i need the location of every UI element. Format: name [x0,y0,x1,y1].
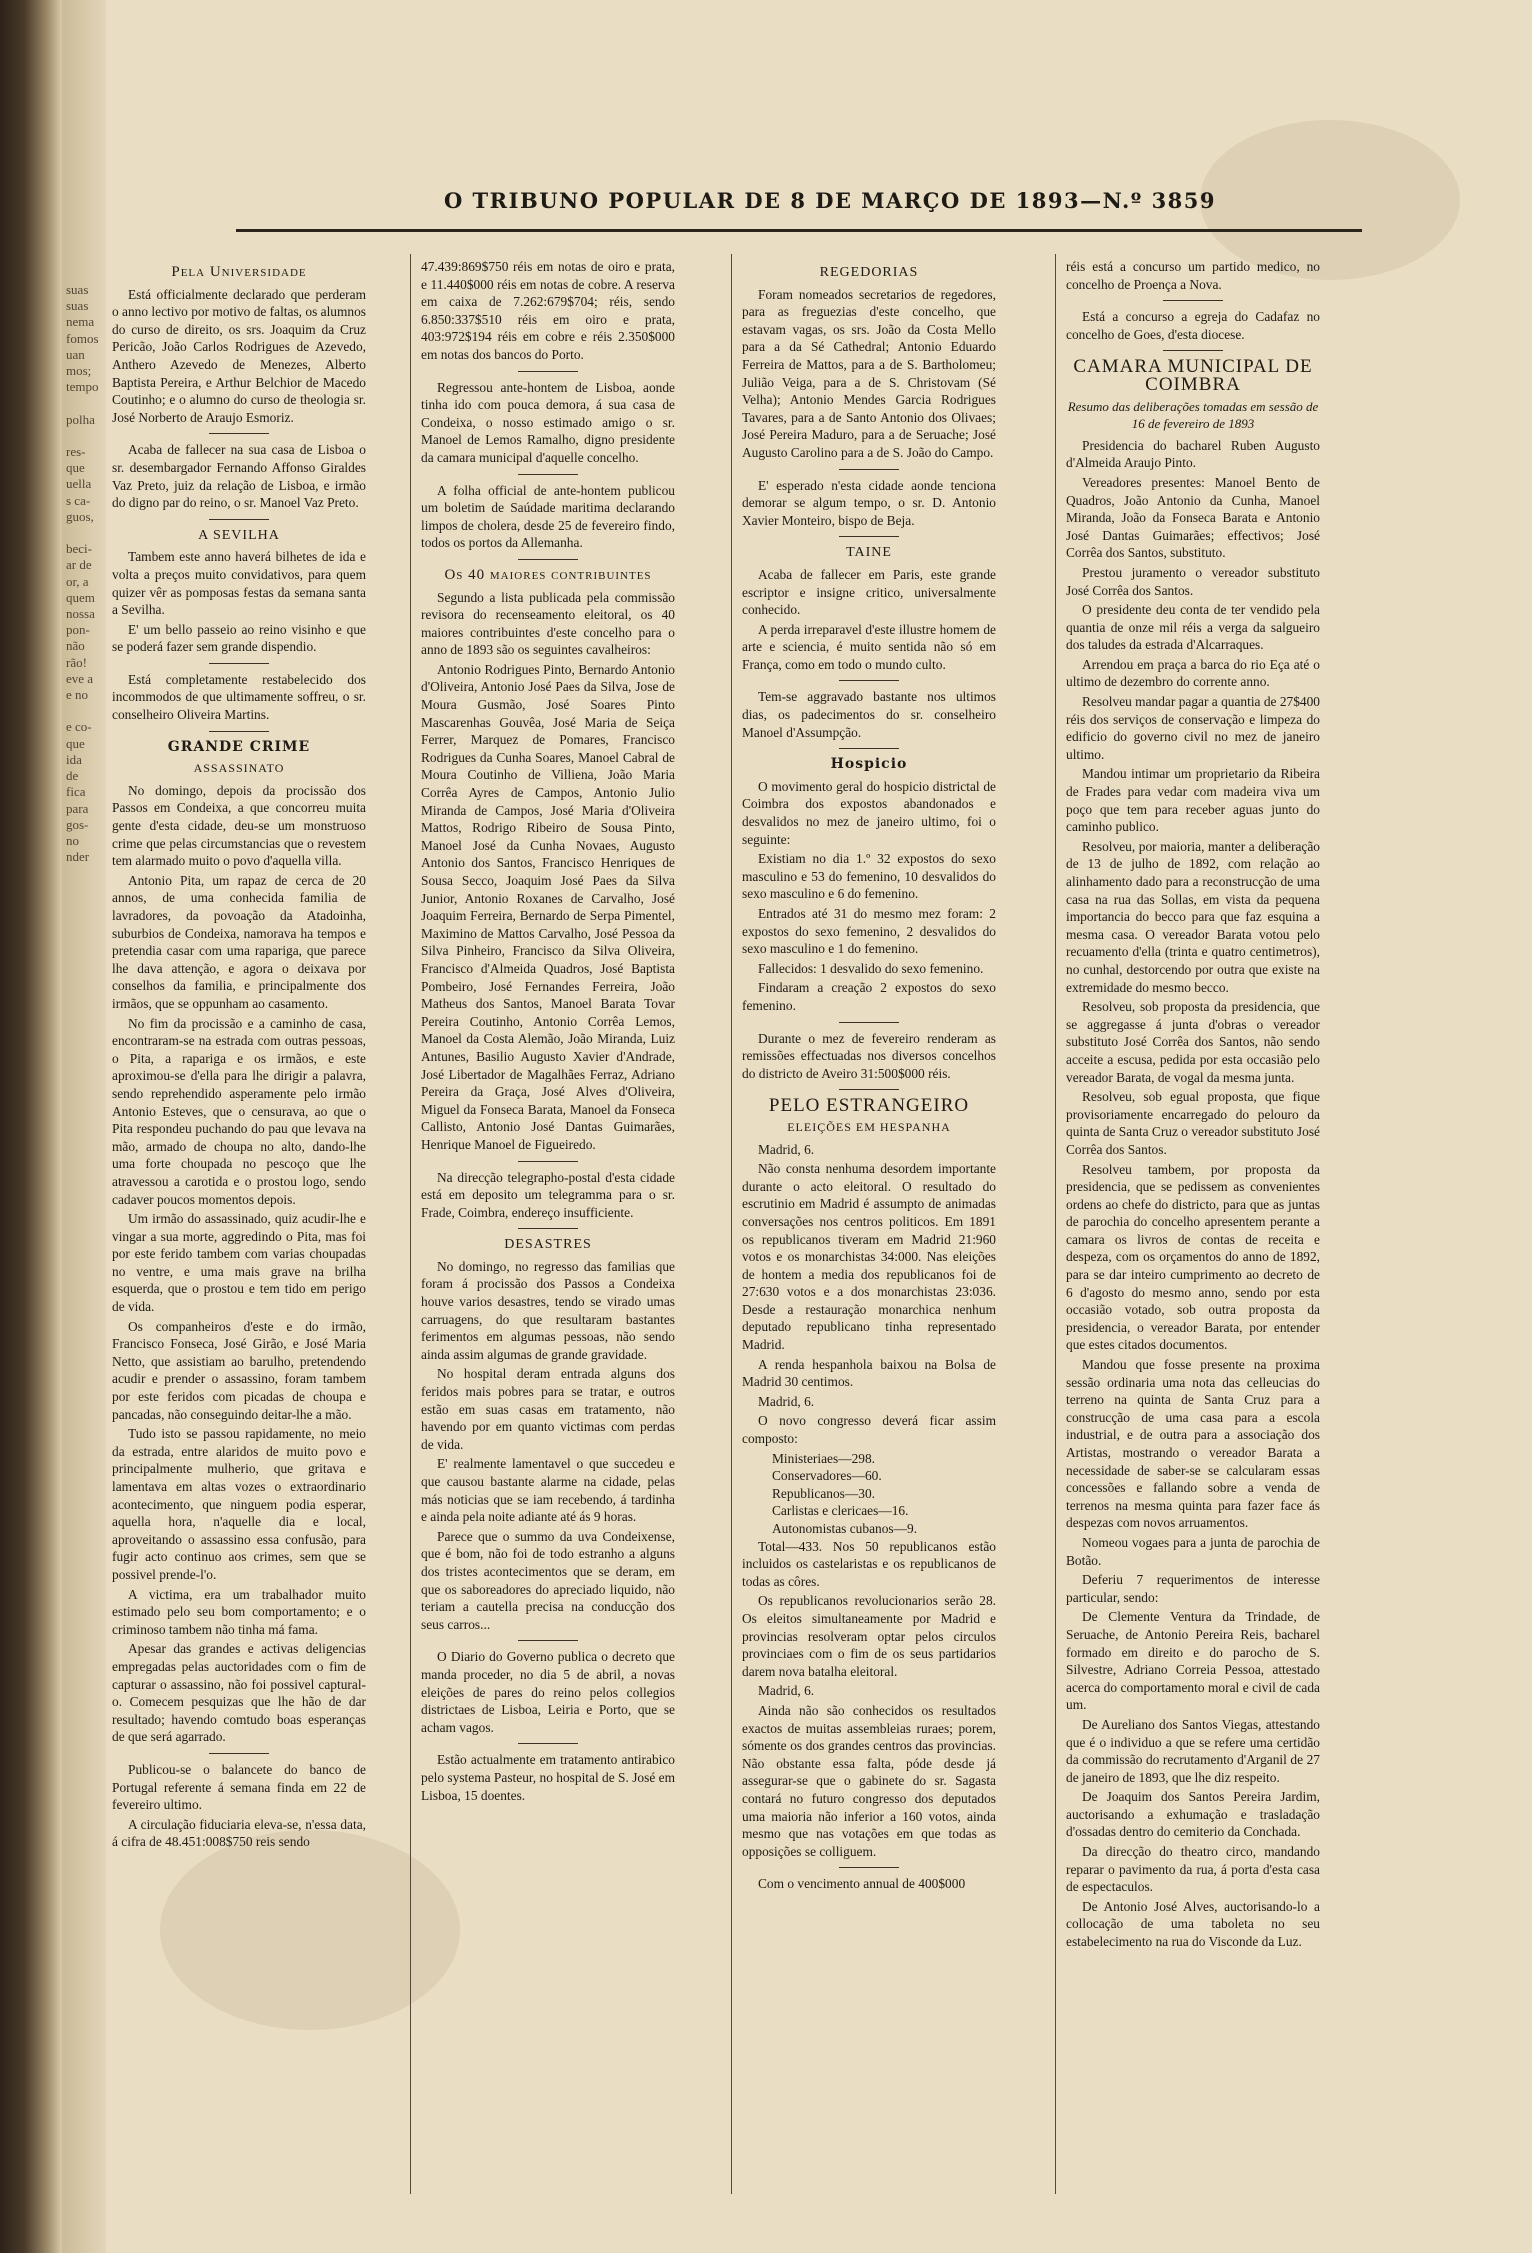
article-heading: TAINE [846,545,892,561]
article-paragraph: A folha official de ante-hontem publicou um boletim de Saúdade maritima declarando limpos de cholera, desde 25 de fevereiro findo, todos os portos da Allemanha. [421,482,675,551]
list-item: Carlistas e clericaes—16. [772,1503,909,1519]
article-separator [209,663,269,664]
article-paragraph: O movimento geral do hospicio districtal de Coimbra dos expostos abandonados e desvalidos no mez de janeiro ultimo, foi o seguinte: [742,778,996,847]
article-heading: GRANDE CRIME [167,738,311,755]
article-paragraph: Está a concurso a egreja do Cadafaz no concelho de Goes, d'esta diocese. [1066,309,1320,342]
article-paragraph: Madrid, 6. [758,1683,815,1699]
column-4 [1066,258,1320,2188]
article-paragraph: Com o vencimento annual de 400$000 [758,1876,966,1892]
article-paragraph: Tudo isto se passou rapidamente, no meio da estrada, entre alaridos de muito povo e principalmente mulherio, que gritava e lamentava em altas vozes o extraordinario acontecimento, que ninguem podia esperar, aquella hora, n'aquelle dia e local, aproveitando o assassino essa confusão, para fugir acto continuo aos crimes, sem que se possivel prende-l'o. [112,1426,366,1582]
article-paragraph: Segundo a lista publicada pela commissão revisora do recenseamento eleitoral, os 40 maiores contribuintes d'este concelho para o anno de 1893 são os seguintes cavalheiros: [421,589,675,658]
article-paragraph: Entrados até 31 do mesmo mez foram: 2 expostos do sexo femenino, 2 desvalidos do sexo masculino e 1 do femenino. [742,906,996,957]
header-rule [236,229,1362,232]
article-paragraph: Resolveu, sob egual proposta, que fique provisoriamente encarregado do pelouro da quinta de Santa Cruz o vereador substituto José Corrêa dos Santos. [1066,1089,1320,1157]
article-paragraph: Prestou juramento o vereador substituto José Corrêa dos Santos. [1066,564,1320,598]
article-paragraph: No domingo, no regresso das familias que foram á procissão dos Passos a Condeixa houve varios desastres, tendo se virado umas carruagens, do que resultaram bastantes ferimentos em algumas pessoas, não sendo ainda assim algumas de grande gravidade. [421,1258,675,1362]
column-separator [731,254,732,2194]
newspaper-title: O TRIBUNO POPULAR DE 8 DE MARÇO DE 1893—N.º 3859 [443,188,1217,213]
article-paragraph: O presidente deu conta de ter vendido pela quantia de onze mil réis a verga da salgueiro dos taludes da estrada d'Alcarraques. [1066,602,1320,653]
article-paragraph: De Clemente Ventura da Trindade, de Seruache, de Antonio Pereira Reis, bacharel formado em direito e do parocho de S. Silvestre, Adriano Correia Pessoa, attestado acerca do comportamento moral e civil de cada um. [1066,1609,1320,1713]
article-separator [839,1867,899,1868]
article-separator [518,1743,578,1744]
article-paragraph: Publicou-se o balancete do banco de Portugal referente á semana finda em 22 de fevereiro ultimo. [112,1761,366,1813]
article-separator [209,519,269,520]
article-separator [839,469,899,470]
article-paragraph: Resolveu, por maioria, manter a deliberação de 13 de julho de 1892, com relação ao alinhamento dado para a reconstrucção de uma casa na rua das Sollas, em vista da pequena importancia do becco para que faz esquina a mesma casa. O vereador Barata votou pelo recuamento d'ella (trinta e quatro centimetros), no cunhal, destorcendo por outra que existe na extremidade do mesmo becco. [1066,838,1320,995]
article-paragraph: No domingo, depois da procissão dos Passos em Condeixa, a que concorreu muita gente d'esta cidade, deu-se um monstruoso crime que pelas circumstancias que o revestem tem alarmado muito o povo d'aquella villa. [112,782,366,869]
article-separator [1163,350,1223,351]
article-separator [839,1089,899,1090]
article-paragraph: No fim da procissão e a caminho de casa, encontraram-se na estrada com outras pessoas, o Pita, a rapariga e os irmãos, e este aproximou-se d'ella para lhe dirigir a palavra, sendo reprehendido asperamente pelo irmão Antonio Esteves, que o censurava, ao que o Pita respondeu puchando do pau que levava na mão, armado de choupa no alto, dando-lhe uma forte choupada no pescoço que lhe atravessou a carotida e o prostou logo, sendo cadaver poucos momentos depois. [112,1015,366,1207]
article-paragraph: Os republicanos revolucionarios serão 28. Os eleitos simultaneamente por Madrid e provincias resolveram optar pelos circulos provinciaes com o fim de os seus partidarios darem nova batalha eleitoral. [742,1593,996,1679]
article-separator [839,536,899,537]
article-heading: Os 40 maiores contribuintes [444,566,652,583]
article-paragraph: Acaba de fallecer na sua casa de Lisboa o sr. desembargador Fernando Affonso Giraldes Vaz Preto, juiz da relação de Lisboa, e irmão do digno par do reino, o sr. Manoel Vaz Preto. [112,442,366,511]
article-paragraph: Regressou ante-hontem de Lisboa, aonde tinha ido com pouca demora, á sua casa de Condeixa, o nosso estimado amigo o sr. Manoel de Lemos Ramalho, digno presidente da camara municipal d'aquelle concelho. [421,379,675,465]
article-paragraph: Madrid, 6. [758,1393,815,1409]
article-paragraph: No hospital deram entrada alguns dos feridos mais pobres para se tratar, e outros estão em suas casas em tratamento, não havendo por em quanto victimas com perdas de vida. [421,1366,675,1452]
article-paragraph: Apesar das grandes e activas deligencias empregadas pelas auctoridades com o fim de capturar o assassino, não foi possivel captural-o. Comecem pesquizas que lhe hão de dar resultado; havendo comtudo boas esperanças de que será agarrado. [112,1641,366,1745]
list-item: Conservadores—60. [772,1468,882,1484]
article-paragraph: Vereadores presentes: Manoel Bento de Quadros, João Antonio da Cunha, Manoel Miranda, João da Fonseca Barata e Antonio José Dantas Guimarães; effectivos; José Corrêa dos Santos, substituto. [1066,474,1320,561]
previous-page-fragments: suas suas nema fomos uan mos; tempo polha res- que uella s ca- guos, beci- ar de or, a quem nossa pon- não rão! eve a e no e co- que ida de fica para gos- no nder [66,282,99,865]
article-separator [839,1022,899,1023]
article-paragraph: Não consta nenhuma desordem importante durante o acto eleitoral. O resultado do escrutinio em Madrid é assumpto de animadas conversações nos centros politicos. Em 1891 os republicanos tiveram em Madrid 21:960 votos e os monarchistas 34:000. Nas eleições de hontem a media dos republicanos foi de 27:630 votos e a dos monarchistas 23:036. Desde a restauração monarchica nenhum deputado republicano tinha representado Madrid. [742,1161,996,1353]
article-paragraph: O Diario do Governo publica o decreto que manda proceder, no dia 5 de abril, a novas eleições de pares do reino pelos collegios districtaes de Lisboa, Leiria e Porto, que se acham vagos. [421,1649,675,1735]
article-separator [209,731,269,732]
article-heading: DESASTRES [504,1237,592,1253]
article-subtitle: Resumo das deliberações tomadas em sessão de 16 de fevereiro de 1893 [1067,398,1319,432]
article-paragraph: Deferiu 7 requerimentos de interesse particular, sendo: [1066,1572,1320,1605]
column-2 [421,258,675,2188]
article-separator [1163,300,1223,301]
article-paragraph: Resolveu tambem, por proposta da presidencia, que se pedissem as convenientes ordens ao chefe do districto, para que as juntas de parochia do concelho apresentem perante a camara os livros de contas de receita e despeza, com os orçamentos do anno de 1892, para se dar inteiro cumprimento ao decreto de 6 d'agosto do mesmo anno, sendo por esta occasião votado, sob outra proposta da presidencia, o vereador Barata, por entender que estes citados documentos. [1066,1161,1320,1353]
article-paragraph: E' realmente lamentavel o que succedeu e que causou bastante alarme na cidade, pelas más noticias que se iam recebendo, á tardinha e ainda pela noite adiante até ás 9 horas. [421,1456,675,1525]
composition-list [742,1450,996,1538]
article-paragraph: Parece que o summo da uva Condeixense, que é bom, não foi de todo estranho a alguns dos tristes acontecimentos que se deram, em que os saboreadores do apreciado liquido, não teriam a cautella precisa na conducção dos seus carros... [421,1528,675,1632]
article-paragraph: Existiam no dia 1.º 32 expostos do sexo masculino e 53 do femenino, 10 desvalidos do sexo masculino e 6 do femenino. [742,851,996,902]
article-paragraph: E' esperado n'esta cidade aonde tenciona demorar se algum tempo, o sr. D. Antonio Xavier Monteiro, bispo de Beja. [742,477,996,528]
column-1 [112,258,366,2188]
article-paragraph: Acaba de fallecer em Paris, este grande escriptor e insigne critico, universalmente conhecido. [742,566,996,618]
article-paragraph: Arrendou em praça a barca do rio Eça até o ultimo de dezembro do corrente anno. [1066,656,1320,690]
article-paragraph: Na direcção telegrapho-postal d'esta cidade está em deposito um telegramma para o sr. Frade, Coimbra, endereço insufficiente. [421,1169,675,1220]
article-heading: CAMARA MUNICIPAL DE COIMBRA [1073,356,1313,395]
article-paragraph: Ainda não são conhecidos os resultados exactos de muitas assembleias ruraes; porem, sómente os dos grandes centros das provincias. Não obstante essa falta, póde desde já assegurar-se que o gabinete do sr. Sagasta contará no futuro congresso dos deputados uma maioria não inferior a 160 votos, ainda mesmo que nas votações em que todas as opposições se colliguem. [742,1702,996,1859]
article-paragraph: Mandou intimar um proprietario da Ribeira de Frades para vedar com madeira viva um poço que tem para receber aguas junto do caminho publico. [1066,766,1320,835]
article-paragraph: Antonio Rodrigues Pinto, Bernardo Antonio d'Oliveira, Antonio José Paes da Silva, Jose de Moura Gusmão, José Soares Pinto Mascarenhas Gouvêa, José Maria de Seiça Ferrer, Marquez de Pomares, Francisco Rodrigues da Cunha Soares, Manoel Cabral de Moura Coutinho de Villiena, João Maria Corrêa Ayres de Campos, Antonio Julio Miranda de Campos, José Maria d'Oliveira Mattos, Rodrigo Ribeiro de Sousa Pinto, Manoel José da Cunha Novaes, Augusto Antonio dos Santos, Francisco Henriques de Sousa Secco, Joaquim José Paes da Silva Junior, Antonio Roxanes de Carvalho, José Joaquim Ferreira, Bernardo de Serpa Pimentel, Maximino de Mattos Carvalho, José Pessoa da Silva Pinheiro, Francisco da Silva Oliveira, Francisco d'Almeida Quadros, José Baptista Pombeiro, José Fernandes Ferreira, João Matheus dos Santos, Manoel Barata Tovar Pereira Coutinho, Antonio Corrêa Lemos, Manoel da Costa Alemão, João Miranda, Luiz Antunes, Basilio Augusto Xavier d'Andrade, José Libertador de Magalhães Ferraz, Adriano Pereira da Graça, José Alves d'Oliveira, Miguel da Fonseca Barata, Manoel da Fonseca Callisto, Antonio José Dantas Guimarães, Henrique Manoel de Figueiredo. [421,661,675,1152]
article-paragraph: Madrid, 6. [758,1141,815,1157]
article-heading: A SEVILHA [198,527,280,543]
article-paragraph: Mandou que fosse presente na proxima sessão ordinaria uma nota das celleucias do terreno na quinta de Santa Cruz para a construcção de uma casa para a escola industrial, e de outra para a associação dos Artistas, mostrando o vereador Barata a necessidade de saber-se se calcularam essas concessões e fallando sobre a venda de terrenos na mesma quinta para fazer face ás despezas com novos arruamentos. [1066,1357,1320,1531]
article-separator [839,680,899,681]
article-separator [209,433,269,434]
article-separator [209,1753,269,1754]
article-paragraph: Um irmão do assassinado, quiz acudir-lhe e vingar a sua morte, aggredindo o Pita, mas foi por este ferido tambem com varias choupadas no ventre, e uma mais grave na brilha esquerda, que o prostou e tem tido em perigo de vida. [112,1211,366,1315]
article-paragraph: Antonio Pita, um rapaz de cerca de 20 annos, de uma conhecida familia de lavradores, da povoação da Atadoinha, suburbios de Condeixa, namorava ha tempos e pretendia casar com uma rapariga, que parece lhe dava attenção, e agora o deixava por conselhos da familia, e principalmente dos irmãos, que se oppunham ao casamento. [112,872,366,1011]
article-heading: PELO ESTRANGEIRO [768,1095,970,1117]
column-3 [742,258,996,2188]
article-paragraph: Resolveu mandar pagar a quantia de 27$400 réis dos serviços de conservação e limpeza do edificio do governo civil no mez de janeiro ultimo. [1066,694,1320,762]
article-paragraph: Findaram a creação 2 expostos do sexo femenino. [742,980,996,1013]
article-paragraph: 47.439:869$750 réis em notas de oiro e prata, e 11.440$000 réis em notas de cobre. A reserva em caixa de 7.262:679$704; réis, sendo 6.850:337$510 réis em oiro e prata, 403:972$194 réis em cobre e réis 2.350$000 em notas dos bancos do Porto. [421,259,675,362]
article-separator [518,474,578,475]
article-separator [518,559,578,560]
previous-page-edge [62,0,106,2253]
article-paragraph: De Joaquim dos Santos Pereira Jardim, auctorisando a exhumação e trasladação d'ossadas dentro do cemiterio da Conchada. [1066,1789,1320,1840]
list-item: Ministeriaes—298. [772,1450,876,1466]
article-paragraph: Está completamente restabelecido dos incommodos de que ultimamente soffreu, o sr. conselheiro Oliveira Martins. [112,671,366,723]
article-separator [518,1640,578,1641]
article-paragraph: O novo congresso deverá ficar assim composto: [742,1413,996,1447]
article-paragraph: A renda hespanhola baixou na Bolsa de Madrid 30 centimos. [742,1356,996,1390]
article-separator [518,1161,578,1162]
article-paragraph: Está officialmente declarado que perderam o anno lectivo por motivo de faltas, os alumnos do curso de direito, os srs. Joaquim da Cruz Pericão, João Carlos Rodrigues de Azevedo, Anthero Azevedo de Menezes, Alberto Baptista Pereira, e Arthur Belchior de Macedo Coutinho; e o alumno do curso de theologia sr. José Norberto de Araujo Esmoriz. [112,286,366,425]
article-paragraph: De Aureliano dos Santos Viegas, attestando que é o individuo a que se refere uma certidão da commissão do recrutamento d'Arganil de 27 de janeiro de 1893, que lhe diz respeito. [1066,1716,1320,1785]
article-paragraph: Os companheiros d'este e do irmão, Francisco Fonseca, José Girão, e José Maria Netto, que assistiam ao barulho, pretendendo acudir e prender o assassino, foram tambem por este feridos com picadas de choupa e pancadas, não conseguindo deitar-lhe a mão. [112,1318,366,1422]
article-paragraph: Total—433. Nos 50 republicanos estão incluidos os castelaristas e os republicanos de todas as côres. [742,1538,996,1589]
article-paragraph: Da direcção do theatro circo, mandando reparar o pavimento da rua, á porta d'esta casa de espectaculos. [1066,1844,1320,1895]
article-paragraph: réis está a concurso um partido medico, no concelho de Proença a Nova. [1066,259,1320,292]
article-paragraph: A circulação fiduciaria eleva-se, n'essa data, á cifra de 48.451:008$750 reis sendo [112,1816,366,1850]
article-paragraph: Tambem este anno haverá bilhetes de ida e volta a preços muito convidativos, para quem quizer vêr as pomposas festas da semana santa a Sevilha. [112,549,366,618]
article-paragraph: A victima, era um trabalhador muito estimado pelo seu bom comportamento; e o criminoso tambem não tinha má fama. [112,1586,366,1637]
article-paragraph: Nomeou vogaes para a junta de parochia de Botão. [1066,1534,1320,1568]
article-separator [839,748,899,749]
book-binding [0,0,62,2253]
page-header [150,188,1510,213]
article-paragraph: Estão actualmente em tratamento antirabico pelo systema Pasteur, no hospital de S. José em Lisboa, 15 doentes. [421,1752,675,1803]
article-heading: Hospicio [830,756,908,773]
article-heading: Pela Universidade [171,264,307,280]
column-separator [410,254,411,2194]
article-paragraph: Resolveu, sob proposta da presidencia, que se aggregasse á junta d'obras o vereador substituto José Corrêa dos Santos, não sendo acceite a escusa, pedida por esta occasião pelo vereador Barata, de vogal da mesma junta. [1066,999,1320,1085]
article-subheading: ASSASSINATO [193,761,285,776]
column-separator [1055,254,1056,2194]
article-paragraph: Tem-se aggravado bastante nos ultimos dias, os padecimentos do sr. conselheiro Manoel d'Assumpção. [742,689,996,740]
article-paragraph: Presidencia do bacharel Ruben Augusto d'Almeida Araujo Pinto. [1066,437,1320,471]
list-item: Republicanos—30. [772,1485,876,1501]
article-separator [518,1228,578,1229]
article-paragraph: Foram nomeados secretarios de regedores, para as freguezias d'este concelho, que estavam vagas, os srs. João da Costa Mello para a da Sé Cathedral; Antonio Eduardo Ferreira de Mattos, para a de S. Bartholomeu; Julião Veiga, para a de S. Christovam (Sé Velha); Antonio Mendes Garcia Rodrigues Tavares, para a de Santo Antonio dos Olivaes; José Pereira Maduro, para a de Seruache; José Augusto Carolino para a de S. João do Campo. [742,286,996,460]
article-paragraph: De Antonio José Alves, auctorisando-lo a collocação de uma taboleta no seu estabelecimento na rua do Visconde da Luz. [1066,1898,1320,1950]
article-heading: REGEDORIAS [819,265,919,280]
article-paragraph: Durante o mez de fevereiro renderam as remissões effectuadas nos diversos concelhos do districto de Aveiro 31:500$000 réis. [742,1030,996,1081]
article-subheading: ELEIÇÕES EM HESPANHA [787,1119,951,1134]
article-separator [518,371,578,372]
article-paragraph: A perda irreparavel d'este illustre homem de arte e sciencia, é muito sentida não só em França, como em todo o mundo culto. [742,621,996,672]
article-paragraph: Fallecidos: 1 desvalido do sexo femenino. [758,960,984,976]
list-item: Autonomistas cubanos—9. [772,1521,918,1536]
article-paragraph: E' um bello passeio ao reino visinho e que se poderá fazer sem grande dispendio. [112,621,366,655]
